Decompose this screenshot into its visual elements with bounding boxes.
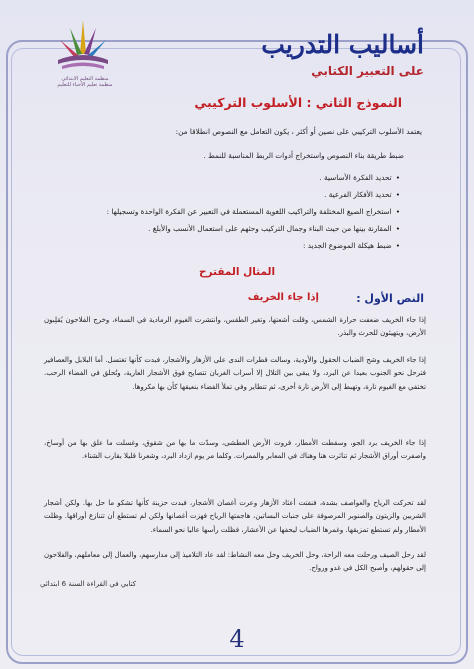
text-title: إذا جاء الخريف — [247, 292, 319, 303]
bullet-item — [319, 173, 400, 182]
logo-caption-line: منظمة التعليم الابتدائي — [61, 76, 109, 82]
page-subtitle: على التعبير الكتابي — [311, 64, 424, 78]
bullet-item — [107, 207, 400, 216]
bullet-item — [303, 241, 400, 250]
example-title: المثال المقترح — [198, 266, 276, 278]
source-citation: كتابي في القراءة السنة 6 ابتدائي — [40, 580, 137, 588]
logo-caption-line: منظمة تعليم الأحياء للتعليم — [57, 82, 113, 88]
bullet-item — [148, 224, 400, 233]
instruction-text: ضبط طريقة بناء النصوص واستخراج أدوات الربط المناسبة للنمط . — [203, 151, 404, 160]
paragraph: إذا جاء الخريف وشح الضباب الحقول والأودية، وسالت قطرات الندى على الأزهار والأشجار، فبدت كأنها تغتسل. أما البلابل والعصافير فترحل نحو الجنوب بعيدا عن البرد، ولا يبقى بين التلال إلا أسراب الغربان تتصايح فوق الأشجار العارية، وتُحلق في الفضاء الرحب. تختفي مع الغيوم تارة، وتهبط إلى الأرض تارة أخرى، ثم تتطاير وفي تملأ الفضاء بنعيقها كأن بها مكروها. — [44, 356, 426, 391]
bullet-text: استخراج الصيغ المختلفة والتراكيب اللغوية المستعملة في التعبير عن الفكرة الواحدة وتسجيلها : — [106, 207, 392, 216]
logo-caption — [40, 76, 130, 88]
text-label: النص الأول : — [356, 292, 424, 305]
page-number: 4 — [229, 625, 245, 653]
bullet-text: تحديد الأفكار الفرعية . — [324, 190, 392, 199]
organization-logo — [52, 14, 114, 80]
model-title: النموذج الثاني : الأسلوب التركيبي — [194, 95, 402, 110]
intro-text: يعتمد الأسلوب التركيبي على نصين أو أكثر ، يكون التعامل مع النصوص انطلاقا من: — [175, 127, 422, 136]
bullet-text: تحديد الفكرة الأساسية . — [319, 173, 392, 182]
bullet-text: المقارنة بينها من حيث البناء وجمال التركيب وحثهم على استعمال الأنسب والأبلغ . — [148, 224, 392, 233]
paragraph: إذا جاء الخريف ضعفت حرارة الشمس، وقلت أشعتها، وتغير الطقس، وانتشرت الغيوم الرمادية في السماء، وخرج الفلاحون يُقلِبون الأرض، ويتهيئون للحرث والبذر. — [44, 316, 426, 338]
paragraph: إذا جاء الخريف برد الجو، وسقطت الأمطار، فروت الأرض العطشى، وسدّت ما بها من شقوق، وغسلت ما علق بها من أوساخ، واصفرت أوراق الأشجار ثم تناثرت هنا وهناك في المعابر والممرات. وكلما مر يوم ازداد البرد، وشعرنا قليلا بقارب الشتاء. — [44, 439, 426, 461]
paragraph: لقد رحل الصيف ورحلت معه الراحة، وحل الخريف وحل معه النشاط: لقد عاد التلاميذ إلى مدارسهم، والعمال إلى معاملهم، والفلاحون إلى حقولهم، وأصبح الكل في غدو ورواح. — [44, 551, 426, 573]
paragraph: لقد تحركت الرياح والعواصف بشدة، فنفتت أعثاد الأزهار وعرت أغصان الأشجار، فبدت حزينة كأنها تشكو ما حل بها. ولكن أشجار الشربين والزيتون والصنوبر المرصوفة على جنبات البساتين، هاجمتها الرياح فهزت أغصانها ولكن لم تستطع أن تتنازع أوراقها. وظلت الأمطار ولم تستطع تمزيقها. وغمرها الضباب ليحفها عن الأعشار، فظلت رأسها عاليا نحو السماء. — [44, 499, 426, 534]
bullet-text: ضبط هيكلة الموضوع الجديد : — [303, 241, 392, 250]
bullet-item — [324, 190, 400, 199]
page-title: أساليب التدريب — [261, 30, 424, 59]
